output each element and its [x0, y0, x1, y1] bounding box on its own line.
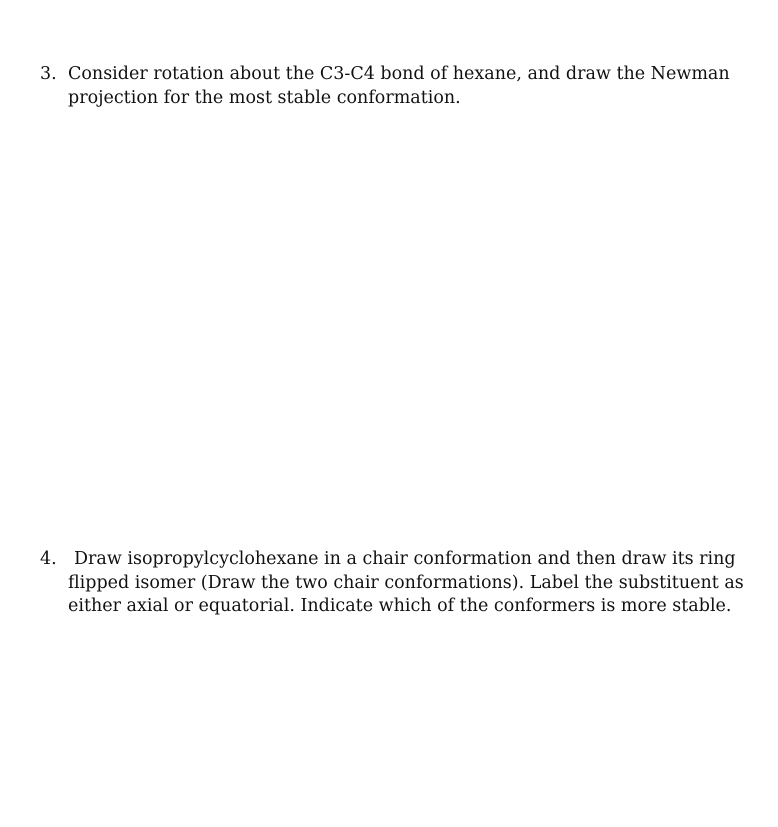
question-4-number: 4. — [40, 549, 57, 569]
question-4-line-3: either axial or equatorial. Indicate which of the conformers is more stable. — [68, 596, 732, 616]
question-3 — [40, 63, 760, 110]
question-3-text — [68, 63, 760, 110]
question-3-number: 3. — [40, 64, 57, 84]
question-4-line-2: flipped isomer (Draw the two chair conformations). Label the substituent as — [68, 572, 744, 593]
question-4 — [40, 548, 760, 619]
question-3-line-2: projection for the most stable conformation. — [68, 87, 461, 108]
question-4-text — [68, 548, 760, 619]
question-3-line-1: Consider rotation about the C3-C4 bond of hexane, and draw the Newman — [68, 64, 730, 84]
question-4-line-1: Draw isopropylcyclohexane in a chair conformation and then draw its ring — [74, 549, 736, 569]
